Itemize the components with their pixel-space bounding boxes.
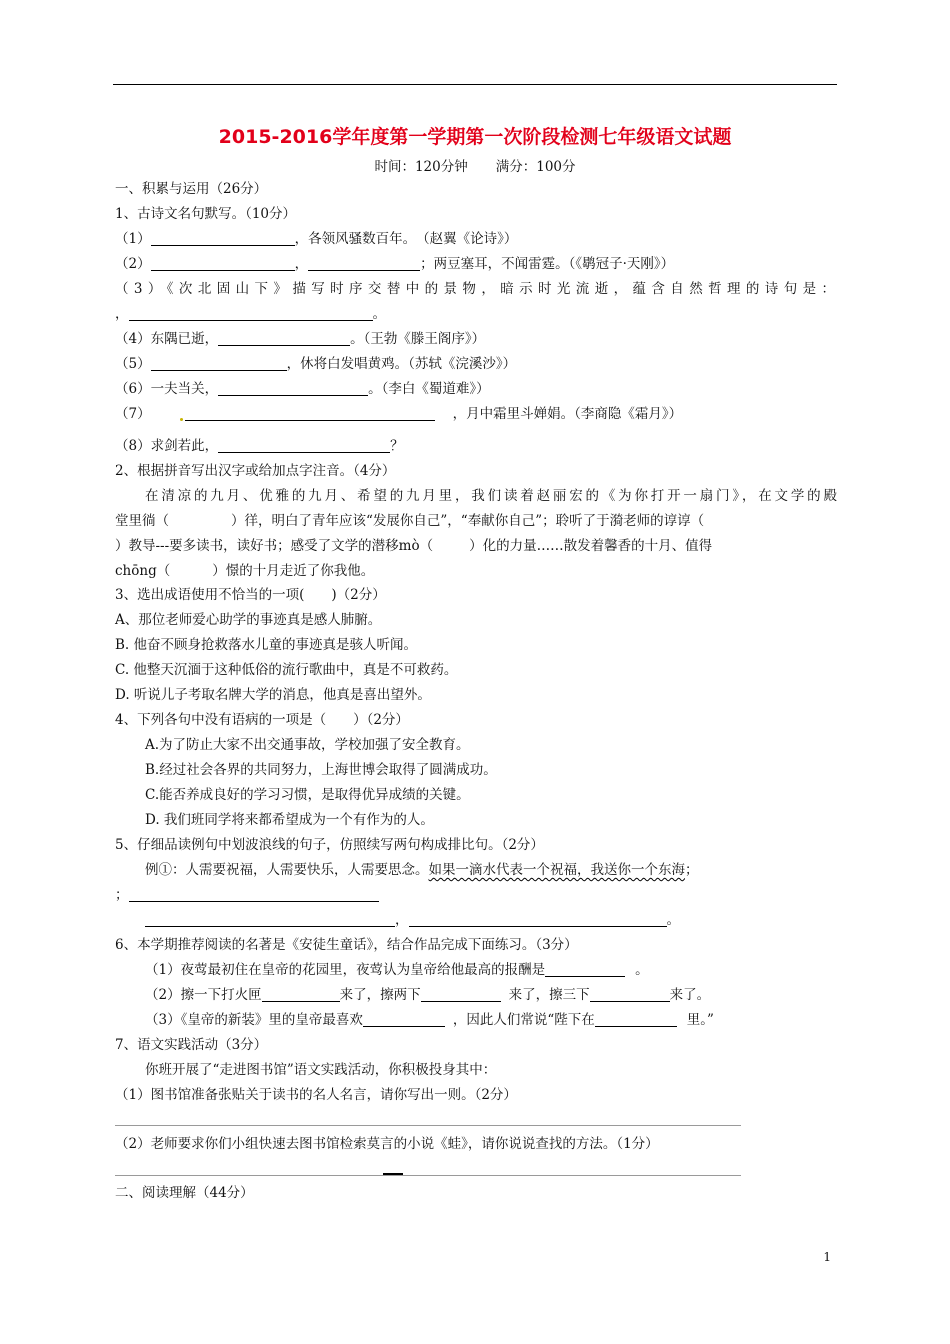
q3-heading: 3、选出成语使用不恰当的一项( )（2分）	[115, 587, 386, 603]
q5-example: 例①：人需要祝福，人需要快乐，人需要思念。如果一滴水代表一个祝福，我送你一个东海；	[145, 862, 699, 878]
q4-option-c: C.能否养成良好的学习习惯，是取得优异成绩的关键。	[145, 787, 470, 803]
q6-line-1: （1）夜莺最初住在皇帝的花园里，夜莺认为皇帝给他最高的报酬是 。	[145, 962, 649, 978]
q2-para-line-4: chōng（ ）憬的十月走近了你我他。	[115, 563, 375, 579]
wavy-underlined-sentence: 如果一滴水代表一个祝福，我送你一个东海	[428, 862, 685, 878]
q1-line-5: （5） ，休将白发唱黄鸡。（苏轼《浣溪沙》）	[115, 356, 517, 372]
q4-option-b: B.经过社会各界的共同努力，上海世博会取得了圆满成功。	[145, 762, 497, 778]
answer-blank[interactable]	[151, 356, 287, 371]
q1-line-4: （4）东隅已逝， 。（王勃《滕王阁序》）	[115, 331, 486, 347]
header-rule	[113, 84, 837, 85]
q1-line-8: （8）求剑若此， ？	[115, 438, 404, 454]
page-number: 1	[823, 1250, 831, 1264]
answer-blank[interactable]	[421, 987, 501, 1002]
q5-answer-line-1: ；	[115, 886, 379, 904]
q1-heading: 1、古诗文名句默写。（10分）	[115, 206, 297, 222]
q2-para-line-1: 在清凉的九月、优雅的九月、希望的九月里，我们读着赵丽宏的《为你打开一扇门》，在文学的殿	[145, 488, 837, 504]
answer-blank[interactable]	[409, 912, 667, 927]
section-2-heading: 二、阅读理解（44分）	[115, 1185, 254, 1201]
q7-sub-2: （2）老师要求你们小组快速去图书馆检索莫言的小说《蛙》，请你说说查找的方法。（1分）	[115, 1136, 659, 1152]
answer-blank[interactable]	[308, 256, 420, 271]
answer-blank[interactable]	[545, 962, 625, 977]
q7-heading: 7、语文实践活动（3分）	[115, 1037, 268, 1053]
stray-mark	[383, 1173, 403, 1175]
answer-blank[interactable]	[129, 887, 379, 902]
q6-heading: 6、本学期推荐阅读的名著是《安徒生童话》，结合作品完成下面练习。（3分）	[115, 937, 578, 953]
q2-heading: 2、根据拼音写出汉字或给加点字注音。（4分）	[115, 463, 396, 479]
q6-line-3: （3）《皇帝的新装》里的皇帝最喜欢 ，因此人们常说“陛下在 里。”	[145, 1012, 714, 1028]
answer-line[interactable]	[115, 1125, 741, 1126]
section-1-heading: 一、积累与运用（26分）	[115, 181, 268, 197]
q7-sub-1: （1）图书馆准备张贴关于读书的名人名言，请你写出一则。（2分）	[115, 1087, 517, 1103]
answer-blank[interactable]	[145, 912, 395, 927]
page-title: 2015-2016学年度第一学期第一次阶段检测七年级语文试题	[218, 126, 732, 148]
answer-blank[interactable]	[129, 306, 373, 321]
q4-option-a: A.为了防止大家不出交通事故，学校加强了安全教育。	[145, 737, 470, 753]
q3-option-b: B. 他奋不顾身抢救落水儿童的事迹真是骇人听闻。	[115, 637, 418, 653]
q1-line-6: （6）一夫当关， 。（李白《蜀道难》）	[115, 381, 490, 397]
q3-option-d: D. 听说儿子考取名牌大学的消息，他真是喜出望外。	[115, 687, 431, 703]
q4-heading: 4、下列各句中没有语病的一项是（ ）（2分）	[115, 712, 409, 728]
answer-blank[interactable]	[218, 381, 368, 396]
q5-heading: 5、仔细品读例句中划波浪线的句子，仿照续写两句构成排比句。（2分）	[115, 837, 544, 853]
answer-blank[interactable]	[595, 1012, 677, 1027]
q4-option-d: D. 我们班同学将来都希望成为一个有作为的人。	[145, 812, 434, 828]
answer-blank[interactable]	[185, 406, 435, 421]
q1-line-3b: ， 。	[115, 306, 386, 322]
q1-line-1: （1） ，各领风骚数百年。 （赵翼《论诗》）	[115, 231, 518, 247]
q2-para-line-2: 堂里徜（ ）徉，明白了青年应该“发展你自己”，“奉献你自己”；聆听了于漪老师的谆谆（	[115, 513, 705, 529]
answer-blank[interactable]	[218, 438, 390, 453]
answer-line[interactable]	[115, 1175, 741, 1176]
q2-para-line-3: ）教导---要多读书，读好书；感受了文学的潜移mò（ ）化的力量……散发着馨香的十月、值得	[115, 538, 713, 554]
exam-info	[0, 155, 950, 175]
q7-intro: 你班开展了“走进图书馆”语文实践活动，你积极投身其中：	[145, 1062, 497, 1078]
answer-blank[interactable]	[151, 256, 295, 271]
answer-blank[interactable]	[218, 331, 350, 346]
answer-blank[interactable]	[363, 1012, 445, 1027]
exam-time: 时间：120分钟	[374, 159, 468, 175]
answer-blank[interactable]	[590, 987, 670, 1002]
q6-line-2: （2）擦一下打火匣 来了，擦两下 来了，擦三下 来了。	[145, 987, 711, 1003]
q1-line-7: （7） ，月中霜里斗婵娟。（李商隐《霜月》）	[115, 406, 683, 422]
q5-answer-line-2: ， 。	[145, 911, 680, 929]
q1-line-3: （3）《次北固山下》描写时序交替中的景物，暗示时光流逝，蕴含自然哲理的诗句是：	[115, 281, 835, 297]
q3-option-c: C. 他整天沉湎于这种低俗的流行歌曲中，真是不可救药。	[115, 662, 458, 678]
exam-score: 满分：100分	[495, 159, 576, 175]
q3-option-a: A、那位老师爱心助学的事迹真是感人肺腑。	[115, 612, 382, 628]
answer-blank[interactable]	[262, 987, 340, 1002]
q1-line-2: （2） ， ；两豆塞耳，不闻雷霆。（《鹖冠子·天刚》）	[115, 256, 675, 272]
answer-blank[interactable]	[151, 231, 295, 246]
